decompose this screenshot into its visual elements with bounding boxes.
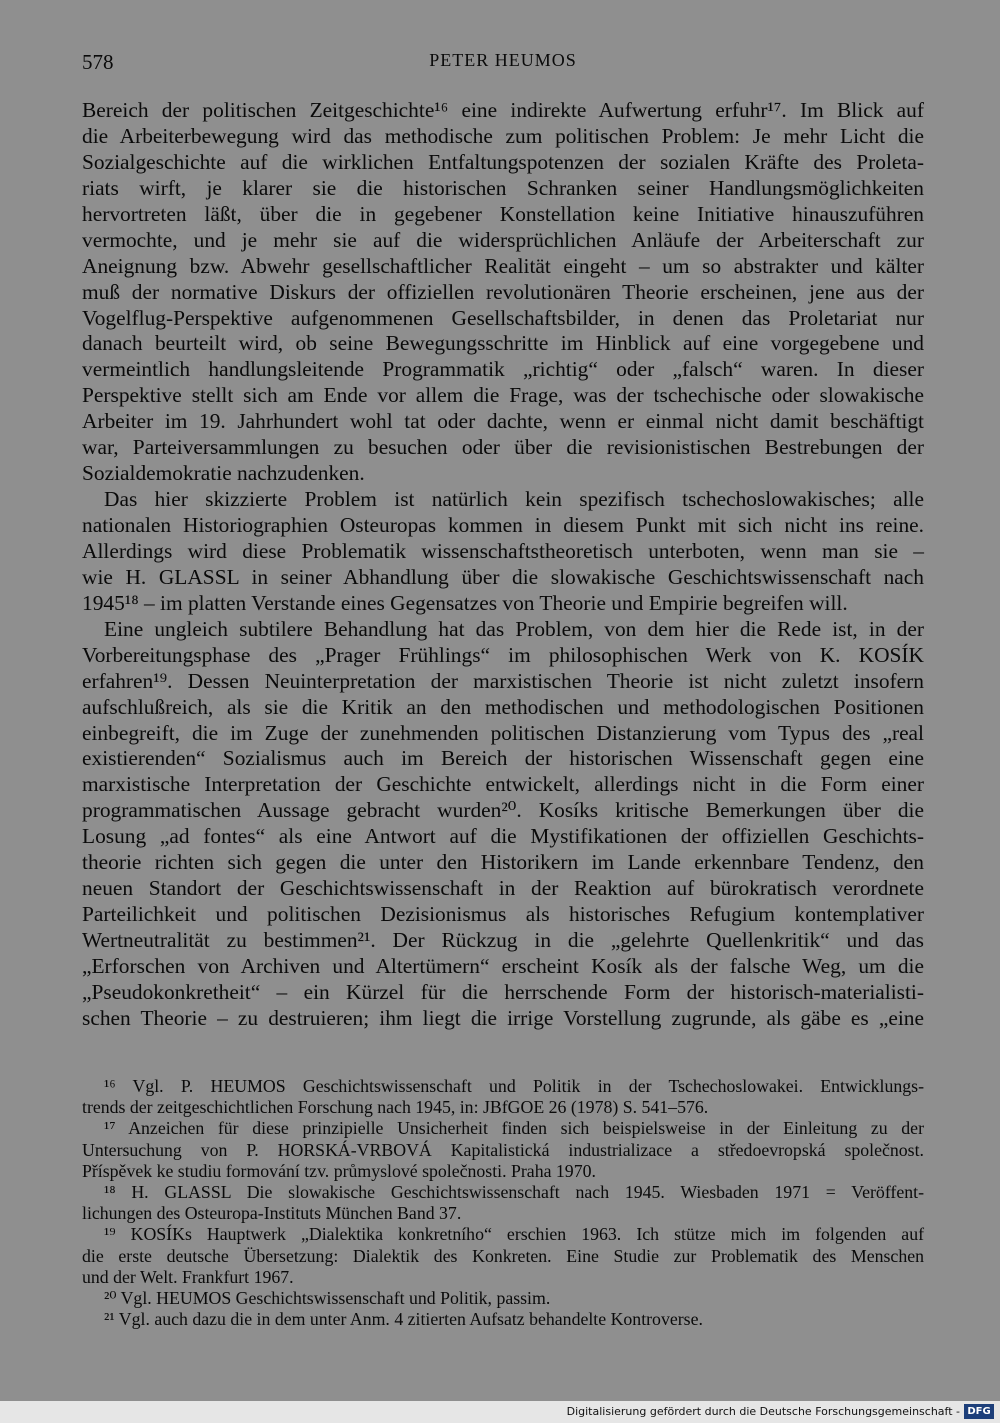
- body-line: Parteilichkeit und politischen Dezisionismus als historisches Refugium kontemplativer: [82, 902, 924, 927]
- body-line: vermeintlich handlungsleitende Programmatik „richtig“ oder „falsch“ waren. In dieser: [82, 357, 924, 382]
- digitization-footer: [0, 1401, 1000, 1423]
- footnote-line: die erste deutsche Übersetzung: Dialektik des Konkreten. Eine Studie zur Problematik des Menschen: [82, 1245, 924, 1266]
- footnote-line: Untersuchung von P. HORSKÁ-VRBOVÁ Kapitalistická industrializace a středoevropská společnost.: [82, 1139, 924, 1160]
- body-line: Sozialdemokratie nachzudenken.: [82, 461, 365, 486]
- body-line: „Pseudokonkretheit“ – ein Kürzel für die herrschende Form der historisch-materialisti-: [82, 979, 924, 1004]
- body-line: die Arbeiterbewegung wird das methodische zum politischen Problem: Je mehr Licht die: [82, 123, 924, 148]
- footnote-line: lichungen des Osteuropa-Instituts München Band 37.: [82, 1203, 462, 1224]
- footnote-19: ¹⁹ KOSÍKs Hauptwerk „Dialektika konkretního“ erschien 1963. Ich stütze mich im folgenden auf: [104, 1224, 924, 1245]
- dfg-logo: DFG: [964, 1404, 994, 1419]
- body-line: Perspektive stellt sich am Ende vor allem die Frage, was der tschechische oder slowakische: [82, 383, 924, 408]
- page-header: [82, 50, 924, 80]
- footnote-line: und der Welt. Frankfurt 1967.: [82, 1266, 294, 1287]
- footer-credit: Digitalisierung gefördert durch die Deutsche Forschungsgemeinschaft -: [566, 1405, 960, 1418]
- body-line: danach beurteilt wird, ob seine Bewegungsschritte im Hinblick auf eine vorgegebene und: [82, 331, 924, 356]
- footnote-21: ²¹ Vgl. auch dazu die in dem unter Anm. 4 zitierten Aufsatz behandelte Kontroverse.: [104, 1309, 703, 1330]
- body-line: Wertneutralität zu bestimmen²¹. Der Rückzug in die „gelehrte Quellenkritik“ und das: [82, 928, 924, 952]
- page-number: 578: [82, 50, 114, 74]
- body-line: 1945¹⁸ – im platten Verstande eines Gegensatzes von Theorie und Empirie begreifen will.: [82, 590, 848, 615]
- body-line: schen Theorie – zu destruieren; ihm liegt die irrige Vorstellung zugrunde, als gäbe es „eine: [82, 1005, 924, 1030]
- body-line: Allerdings wird diese Problematik wissenschaftstheoretisch unterboten, wenn man sie –: [82, 538, 924, 563]
- body-line: „Erforschen von Archiven und Altertümern“ erscheint Kosík als der falsche Weg, um die: [82, 953, 924, 978]
- body-line: theorie richten sich gegen die unter den Historikern im Lande erkennbare Tendenz, den: [82, 850, 924, 875]
- footnote-20: ²⁰ Vgl. HEUMOS Geschichtswissenschaft und Politik, passim.: [104, 1287, 551, 1308]
- footnote-16: ¹⁶ Vgl. P. HEUMOS Geschichtswissenschaft und Politik in der Tschechoslowakei. Entwicklungs-: [104, 1076, 924, 1096]
- footnote-17: ¹⁷ Anzeichen für diese prinzipielle Unsicherheit finden sich beispielsweise in der Einleitung zu der: [104, 1118, 924, 1139]
- body-line: erfahren¹⁹. Dessen Neuinterpretation der marxistischen Theorie ist nicht zuletzt insofern: [82, 668, 924, 693]
- body-line: Sozialgeschichte auf die wirklichen Entfaltungspotenzen der sozialen Kräfte des Proleta-: [82, 149, 924, 174]
- body-line: Bereich der politischen Zeitgeschichte¹⁶ eine indirekte Aufwertung erfuhr¹⁷. Im Blick auf: [82, 98, 924, 122]
- body-line: Das hier skizzierte Problem ist natürlich kein spezifisch tschechoslowakisches; alle: [104, 487, 924, 512]
- body-line: wie H. GLASSL in seiner Abhandlung über die slowakische Geschichtswissenschaft nach: [82, 564, 924, 589]
- body-line: vermochte, und je mehr sie auf die widersprüchlichen Anläufe der Arbeiterschaft zur: [82, 227, 924, 252]
- footnote-18: ¹⁸ H. GLASSL Die slowakische Geschichtswissenschaft nach 1945. Wiesbaden 1971 = Veröffent-: [104, 1181, 924, 1202]
- footnote-line: Příspěvek ke studiu formování tzv. průmyslové společnosti. Praha 1970.: [82, 1160, 596, 1181]
- body-line: Vorbereitungsphase des „Prager Frühlings“ im philosophischen Werk von K. KOSÍK: [82, 642, 924, 667]
- running-head: PETER HEUMOS: [429, 50, 577, 70]
- body-line: aufschlußreich, als sie die Kritik an den methodischen und methodologischen Positionen: [82, 694, 924, 719]
- body-line: Vogelflug-Perspektive aufgenommenen Gesellschaftsbilder, in denen das Proletariat nur: [82, 305, 924, 330]
- body-line: hervortreten läßt, über die in gegebener Konstellation keine Initiative hinauszuführen: [82, 201, 924, 226]
- body-line: einbegreift, die im Zuge der zunehmenden politischen Distanzierung vom Typus des „real: [82, 720, 924, 745]
- body-line: war, Parteiversammlungen zu besuchen oder über die revisionistischen Bestrebungen der: [82, 435, 924, 460]
- body-line: neuen Standort der Geschichtswissenschaft in der Reaktion auf bürokratisch verordnete: [82, 876, 924, 901]
- body-line: Losung „ad fontes“ als eine Antwort auf die Mystifikationen der offiziellen Geschichts-: [82, 824, 924, 849]
- body-line: muß der normative Diskurs der offiziellen revolutionären Theorie erscheinen, jene aus der: [82, 279, 924, 304]
- body-line: Arbeiter im 19. Jahrhundert wohl tat oder dachte, wenn er einmal nicht damit beschäftigt: [82, 409, 924, 434]
- body-line: programmatischen Aussage gebracht wurden²⁰. Kosíks kritische Bemerkungen über die: [82, 798, 924, 823]
- body-line: Aneignung bzw. Abwehr gesellschaftlicher Realität eingeht – um so abstrakter und kälter: [82, 253, 924, 278]
- body-line: nationalen Historiographien Osteuropas kommen in diesem Punkt mit sich nicht ins reine.: [82, 513, 924, 537]
- body-line: marxistische Interpretation der Geschichte entwickelt, allerdings nicht in die Form einer: [82, 772, 924, 797]
- body-line: riats wirft, je klarer sie die historischen Schranken seiner Handlungsmöglichkeiten: [82, 175, 924, 200]
- body-line: existierenden“ Sozialismus auch im Bereich der historischen Wissenschaft gegen eine: [82, 746, 924, 771]
- footnote-line: trends der zeitgeschichtlichen Forschung nach 1945, in: JBfGOE 26 (1978) S. 541–576.: [82, 1097, 709, 1118]
- body-line: Eine ungleich subtilere Behandlung hat das Problem, von dem hier die Rede ist, in der: [104, 616, 924, 641]
- footnotes: [82, 1076, 924, 1330]
- body-text: [82, 98, 924, 1032]
